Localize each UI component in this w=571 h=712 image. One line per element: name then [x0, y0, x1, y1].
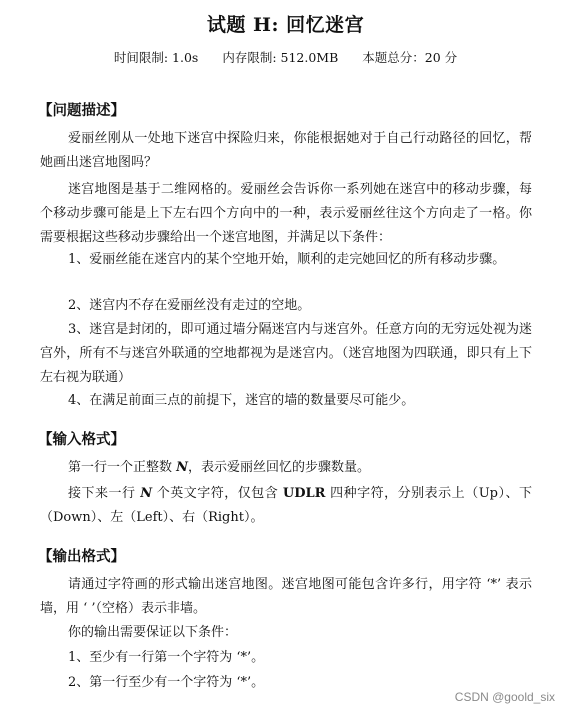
direction-chars: UDLR — [282, 486, 326, 501]
input-line-2-text-a: 接下来一行 — [68, 486, 141, 501]
output-paragraph-2: 你的输出需要保证以下条件： — [68, 625, 238, 640]
problem-limits — [0, 48, 571, 66]
condition-4: 4、在满足前面三点的前提下，迷宫的墙的数量要尽可能少。 — [68, 393, 415, 408]
page-title: 试题 H: 回忆迷宫 — [206, 14, 365, 36]
input-line-1-text-b: ，表示爱丽丝回忆的步骤数量。 — [188, 460, 371, 475]
input-line-2 — [40, 482, 532, 530]
description-paragraph-1: 爱丽丝刚从一处地下迷宫中探险归来，你能根据她对于自己行动路径的回忆，帮她画出迷宫地图吗？ — [40, 131, 532, 170]
output-format-heading: 【输出格式】 — [38, 548, 125, 565]
condition-1: 1、爱丽丝能在迷宫内的某个空地开始，顺利的走完她回忆的所有移动步骤。 — [68, 252, 506, 267]
memory-limit: 内存限制: 512.0MB — [222, 50, 339, 65]
output-condition-2: 2、第一行至少有一个字符为 ‘*’。 — [68, 675, 265, 690]
variable-n: N — [176, 460, 189, 475]
variable-n: N — [140, 486, 153, 501]
condition-2: 2、迷宫内不存在爱丽丝没有走过的空地。 — [68, 298, 311, 313]
output-condition-1: 1、至少有一行第一个字符为 ‘*’。 — [68, 650, 265, 665]
input-line-2-text-c: 四种字符，分别表示上（Up）、下（Down）、左（Left）、右（Right）。 — [40, 486, 532, 525]
total-score: 本题总分：20 分 — [362, 50, 458, 65]
input-line-2-text-b: 个英文字符，仅包含 — [152, 486, 283, 501]
output-paragraph-1: 请通过字符画的形式输出迷宫地图。迷宫地图可能包含许多行，用字符 ‘*’ 表示墙，用 ‘ ’（空格）表示非墙。 — [40, 577, 532, 616]
description-paragraph-2: 迷宫地图是基于二维网格的。爱丽丝会告诉你一系列她在迷宫中的移动步骤，每个移动步骤可能是上下左右四个方向中的一种，表示爱丽丝往这个方向走了一格。你需要根据这些移动步骤给出一个迷宫地图，并满足以下条件： — [40, 182, 532, 245]
input-line-1-text-a: 第一行一个正整数 — [68, 460, 177, 475]
input-line-1 — [40, 456, 532, 480]
watermark: CSDN @goold_six — [454, 690, 555, 704]
time-limit: 时间限制: 1.0s — [113, 50, 199, 65]
condition-3: 3、迷宫是封闭的，即可通过墙分隔迷宫内与迷宫外。任意方向的无穷远处视为迷宫外，所有不与迷宫外联通的空地都视为是迷宫内。（迷宫地图为四联通，即只有上下左右视为联通） — [40, 322, 532, 385]
description-heading: 【问题描述】 — [38, 102, 125, 119]
input-format-heading: 【输入格式】 — [38, 431, 125, 448]
